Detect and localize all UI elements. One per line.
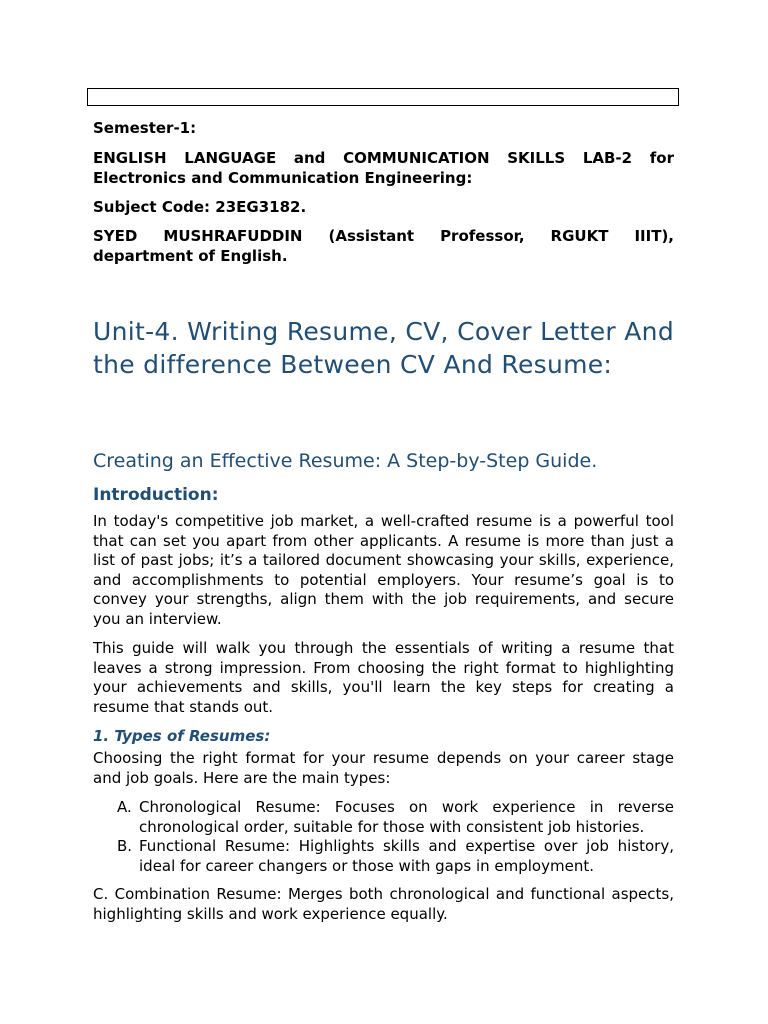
types-intro: Choosing the right format for your resume depends on your career stage and job goals. Here are the main types: xyxy=(93,749,674,787)
list-item-text: Chronological Resume: Focuses on work experience in reverse chronological order, suitable for those with consistent job histories. xyxy=(139,798,674,836)
intro-paragraph-2: This guide will walk you through the essentials of writing a resume that leaves a strong impression. From choosing the right format to highlighting your achievements and skills, you'll learn the key steps for creating a resume that stands out. xyxy=(93,639,674,716)
unit-title: Unit-4. Writing Resume, CV, Cover Letter And the difference Between CV And Resume: xyxy=(93,317,674,379)
list-item xyxy=(93,798,674,837)
intro-paragraph-1: In today's competitive job market, a well-crafted resume is a powerful tool that can set you apart from other applicants. A resume is more than just a list of past jobs; it’s a tailored document showcasing your skills, experience, and accomplishments to potential employers. Your resume’s goal is to convey your strengths, align them with the job requirements, and secure you an interview. xyxy=(93,512,674,628)
list-marker: B. xyxy=(117,837,133,856)
combination-resume-paragraph: C. Combination Resume: Merges both chronological and functional aspects, highlighting skills and work experience equally. xyxy=(93,885,674,923)
types-heading: 1. Types of Resumes: xyxy=(93,727,271,745)
semester-label: Semester-1: xyxy=(93,119,197,137)
author-line: SYED MUSHRAFUDDIN (Assistant Professor, RGUKT IIIT), department of English. xyxy=(93,227,674,265)
course-title: ENGLISH LANGUAGE and COMMUNICATION SKILLS LAB-2 for Electronics and Communication Engineering: xyxy=(93,149,674,187)
resume-types-list xyxy=(93,798,674,876)
list-marker: A. xyxy=(117,798,132,816)
header-box xyxy=(87,88,679,106)
list-item-text: Functional Resume: Highlights skills and expertise over job history, ideal for career changers or those with gaps in employment. xyxy=(139,837,674,875)
introduction-heading: Introduction: xyxy=(93,485,219,505)
list-item xyxy=(93,837,674,876)
guide-subtitle: Creating an Effective Resume: A Step-by-Step Guide. xyxy=(93,450,598,472)
subject-code: Subject Code: 23EG3182. xyxy=(93,198,307,216)
